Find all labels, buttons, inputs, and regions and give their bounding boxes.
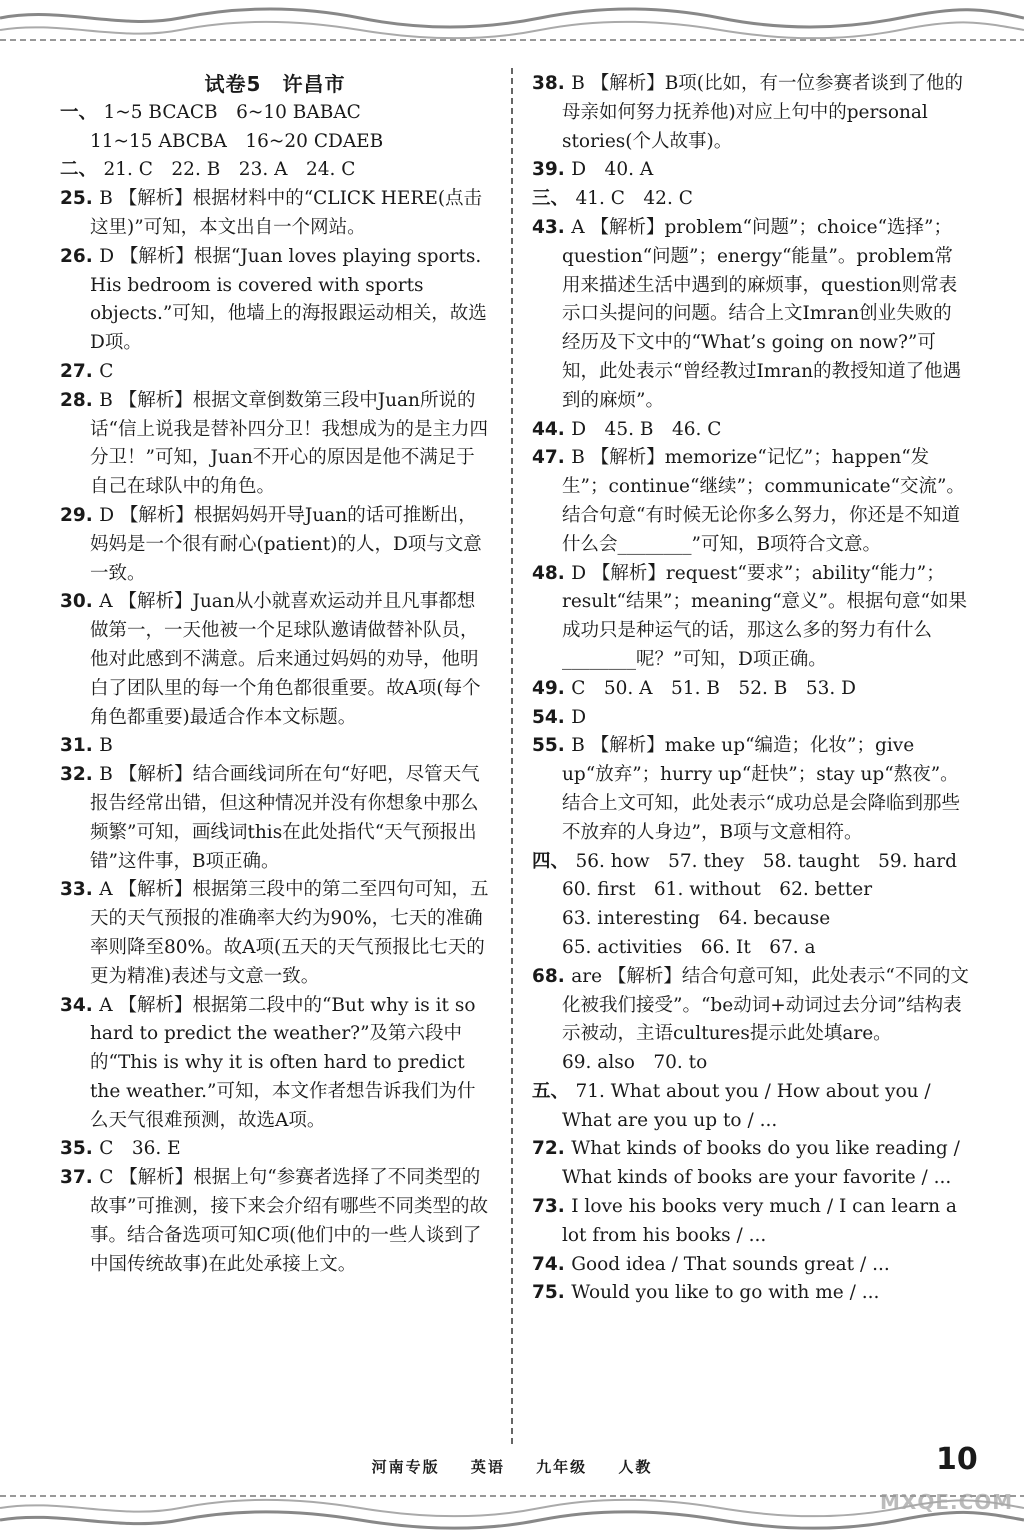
answer-item [532,848,970,877]
answer-text: 65. activities 66. It 67. a [562,936,816,958]
footer-subject: 英语 [470,1458,505,1476]
right-answer-list [532,70,970,1308]
answer-number: 68. [532,965,572,987]
answer-text: D 40. A [571,159,654,181]
answer-text: I love his books very much / I can learn a lot from his books / ... [562,1196,957,1246]
answer-number: 48. [532,562,572,584]
answer-item [60,358,490,387]
answer-item [532,1279,970,1308]
answer-text: 41. C 42. C [575,188,693,210]
answer-number: 五、 [532,1080,576,1102]
answer-item [60,185,490,243]
answer-number: 33. [60,879,100,901]
answer-number: 43. [532,216,572,238]
answer-item [60,876,490,991]
answer-item [532,156,970,185]
answer-item [532,1078,970,1136]
answer-item [532,444,970,559]
answer-number: 39. [532,159,572,181]
answer-number: 47. [532,447,572,469]
answer-number: 49. [532,677,572,699]
answer-number: 35. [60,1138,100,1160]
answer-number: 38. [532,73,572,94]
answer-item [532,876,970,905]
answer-number: 30. [60,591,100,613]
answer-number: 31. [60,735,100,757]
answer-item [532,1135,970,1193]
answer-text: A 【解析】Juan从小就喜欢运动并且凡事都想做第一，一天他被一个足球队邀请做替补队员，他对此感到不满意。后来通过妈妈的劝导，他明白了团队里的每一个角色都很重要。故A项(每个角色都重要)最适合作本文标题。 [90,591,481,728]
answer-item [60,128,490,157]
answer-text: D 45. B 46. C [571,418,722,440]
answer-number: 29. [60,504,100,526]
page-number: 10 [936,1442,978,1477]
answer-item [60,992,490,1136]
answer-item [532,905,970,934]
answer-item [532,704,970,733]
answer-text: D [571,706,587,728]
footer-grade: 九年级 [536,1458,588,1476]
answer-item [532,185,970,214]
answer-text: A 【解析】根据第三段中的第二至四句可知，五天的天气预报的准确率大约为90%，七天的准确率则降至80%。故A项(五天的天气预报比七天的更为精准)表述与文意一致。 [90,879,489,987]
answer-text: A 【解析】problem“问题”；choice“选择”；question“问题”；energy“能量”。problem常用来描述生活中遇到的麻烦事，question则常表示口头提问的问题。结合上文Imran创业失败的经历及下文中的“What’s going on now?”可知，此处表示“曾经教过Imran的教授知道了他遇到的麻烦”。 [562,216,962,411]
answer-text: 21. C 22. B 23. A 24. C [103,159,356,181]
answer-text: are 【解析】结合句意可知，此处表示“不同的文化被我们接受”。“be动词+动词过去分词”结构表示被动，主语cultures提示此处填are。 [562,965,969,1045]
answer-number: 54. [532,706,572,728]
answer-item [60,156,490,185]
answer-number: 55. [532,735,572,757]
answer-text: 69. also 70. to [562,1052,708,1074]
answer-number: 25. [60,188,100,210]
answer-number: 37. [60,1167,100,1189]
answer-number: 26. [60,245,100,267]
answer-text: B 【解析】memorize“记忆”；happen“发生”；continue“继续”；communicate“交流”。结合句意“有时候无论你多么努力，你还是不知道什么会________”可知，B项符合文意。 [562,447,965,555]
answer-item [532,1251,970,1280]
answer-number: 二、 [60,159,104,181]
answer-text: C [99,360,114,382]
answer-item [60,588,490,732]
answer-text: 56. how 57. they 58. taught 59. hard [575,850,957,872]
answer-item [60,1164,490,1279]
answer-text: C 【解析】根据上句“参赛者选择了不同类型的故事”可推测，接下来会介绍有哪些不同类型的故事。结合备选项可知C项(他们中的一些人谈到了中国传统故事)在此处承接上文。 [90,1167,488,1275]
answer-number: 75. [532,1282,572,1304]
footer-region: 河南专版 [371,1458,440,1476]
answer-number: 74. [532,1253,572,1275]
left-answer-list [60,99,490,1280]
answer-text: B 【解析】B项(比如，有一位参赛者谈到了他的母亲如何努力抚养他)对应上句中的personal stories(个人故事)。 [562,73,964,152]
answer-text: B 【解析】根据材料中的“CLICK HERE(点击这里)”可知，本文出自一个网站。 [90,188,483,238]
answer-number: 34. [60,994,100,1016]
column-divider [511,68,513,1444]
paper-title: 试卷5 许昌市 [204,72,346,96]
answer-text: 71. What about you / How about you / What are you up to / ... [562,1080,931,1131]
answer-text: 1~5 BCACB 6~10 BABAC [103,101,361,123]
answer-item [532,214,970,416]
answer-item [532,732,970,847]
answer-number: 73. [532,1196,572,1218]
answer-item [532,963,970,1049]
answer-number: 32. [60,764,100,786]
answer-text: Good idea / That sounds great / ... [571,1253,890,1275]
answer-number: 44. [532,418,572,440]
decorative-bottom-border [0,1480,1024,1536]
answer-number: 一、 [60,101,104,123]
answer-item [60,243,490,358]
answer-text: B [99,735,113,757]
answer-text: A 【解析】根据第二段中的“But why is it so hard to predict the weather?”及第六段中的“This is why it is often hard to predict the weather.”可知，本文作者想告诉我们为什么天气很难预测，故选A项。 [90,994,476,1131]
answer-text: 60. first 61. without 62. better [562,879,873,901]
answer-item [532,1193,970,1251]
answer-number: 四、 [532,850,576,872]
right-column [532,70,970,1308]
answer-text: C 50. A 51. B 52. B 53. D [571,677,856,699]
answer-item [60,1135,490,1164]
answer-item [532,416,970,445]
answer-item [532,70,970,156]
answer-text: B 【解析】make up“编造；化妆”；give up“放弃”；hurry up“赶快”；stay up“熬夜”。结合上文可知，此处表示“成功总是会降临到那些不放弃的人身边”，B项与文意相符。 [562,735,960,843]
answer-number: 三、 [532,188,576,210]
answer-item [60,732,490,761]
left-column [60,70,490,1279]
answer-item [532,560,970,675]
answer-text: What kinds of books do you like reading / What kinds of books are your favorite / ... [562,1138,960,1189]
answer-item [60,99,490,128]
answer-text: B 【解析】结合画线词所在句“好吧，尽管天气报告经常出错，但这种情况并没有你想象中那么频繁”可知，画线词this在此处指代“天气预报出错”这件事，B项正确。 [90,764,480,872]
answer-item [60,502,490,588]
answer-number: 28. [60,389,100,411]
footer-edition: 人教 [618,1458,653,1476]
answer-number: 72. [532,1138,572,1160]
answer-item [60,761,490,876]
footer [0,1456,1024,1477]
answer-number: 27. [60,360,100,382]
answer-text: 63. interesting 64. because [562,908,831,930]
answer-text: D 【解析】request“要求”；ability“能力”；result“结果”；meaning“意义”。根据句意“如果成功只是种运气的话，那这么多的努力有什么________呢？”可知，D项正确。 [562,562,967,670]
answer-item [60,387,490,502]
answer-text: 11~15 ABCBA 16~20 CDAEB [90,130,384,152]
answer-item [532,1049,970,1078]
answer-text: B 【解析】根据文章倒数第三段中Juan所说的话“信上说我是替补四分卫！我想成为的是主力四分卫！”可知，Juan不开心的原因是他不满足于自己在球队中的角色。 [90,389,488,498]
answer-item [532,934,970,963]
decorative-top-border [0,0,1024,56]
watermark-logo: MXQE.COM [880,1490,1014,1514]
answer-item [532,675,970,704]
answer-text: C 36. E [99,1138,181,1160]
answer-text: Would you like to go with me / ... [571,1282,880,1304]
answer-text: D 【解析】根据“Juan loves playing sports. His bedroom is covered with sports objects.”可知，他墙上的海报跟运动相关，故选D项。 [90,245,487,354]
answer-text: D 【解析】根据妈妈开导Juan的话可推断出，妈妈是一个很有耐心(patient)的人，D项与文意一致。 [90,504,482,584]
